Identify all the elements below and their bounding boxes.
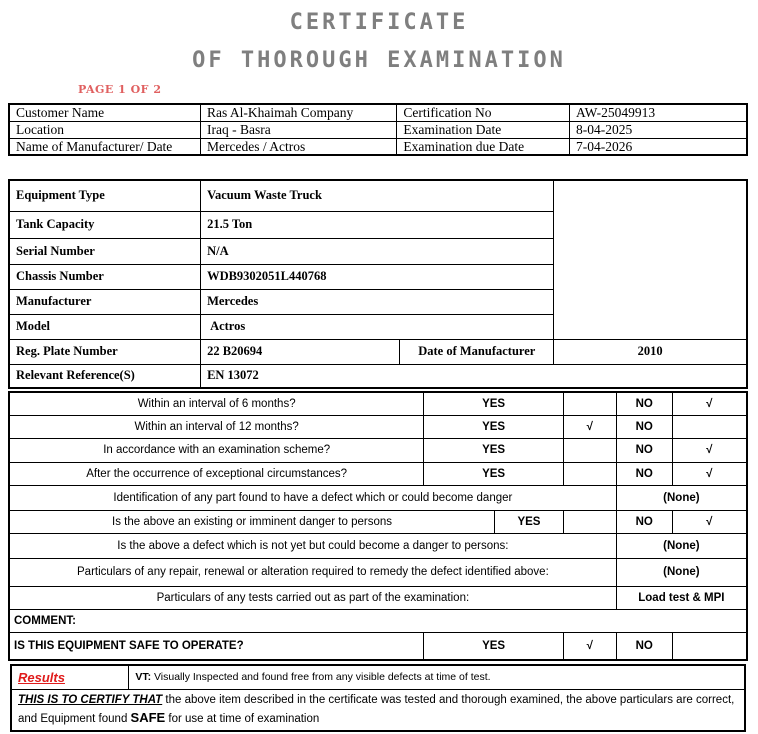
safe-word: SAFE (130, 709, 166, 725)
location-value: Iraq - Basra (201, 121, 397, 138)
q9-label: Particulars of any tests carried out as part of the examination: (9, 586, 616, 609)
equipment-manufacturer-label: Manufacturer (9, 289, 201, 314)
q4-no: NO (616, 462, 672, 485)
q4-yes: YES (424, 462, 564, 485)
serial-number-value: N/A (201, 238, 554, 264)
tank-capacity-label: Tank Capacity (9, 211, 201, 238)
equipment-manufacturer-value: Mercedes (201, 289, 554, 314)
q7-value: (None) (616, 533, 747, 558)
manufacturer-label: Name of Manufacturer/ Date (9, 138, 201, 155)
tank-capacity-value: 21.5 Ton (201, 211, 554, 238)
plate-label: Reg. Plate Number (9, 339, 201, 364)
certify-text2: for use at time of examination (168, 712, 320, 725)
results-table (10, 664, 746, 732)
q1-no-tick[interactable]: √ (672, 392, 747, 415)
safe-yes-tick[interactable]: √ (563, 632, 616, 660)
certify-statement (11, 689, 745, 731)
vt-cell (129, 665, 745, 689)
manufacturer-value: Mercedes / Actros (201, 138, 397, 155)
q4-no-tick[interactable]: √ (672, 462, 747, 485)
dom-value: 2010 (554, 339, 747, 364)
photo-area (554, 180, 747, 339)
certify-text1: the above item described in the certificate was tested and thorough examined, the above particulars are correct, and Equipment found (18, 693, 735, 725)
model-label: Model (9, 314, 201, 339)
q3-no: NO (616, 438, 672, 462)
q2-yes: YES (424, 415, 564, 438)
certificate-subtitle: OF THOROUGH EXAMINATION (192, 48, 566, 73)
customer-value: Ras Al-Khaimah Company (201, 104, 397, 121)
q8-label: Particulars of any repair, renewal or alteration required to remedy the defect identified above: (9, 558, 616, 586)
cert-label: Certification No (397, 104, 570, 121)
serial-number-label: Serial Number (9, 238, 201, 264)
safe-no-box[interactable] (672, 632, 747, 660)
results-label: Results (18, 669, 65, 685)
location-label: Location (9, 121, 201, 138)
q3-no-tick[interactable]: √ (672, 438, 747, 462)
q2-label: Within an interval of 12 months? (9, 415, 424, 438)
q5-label: Identification of any part found to have a defect which or could become danger (9, 485, 616, 510)
q3-label: In accordance with an examination scheme? (9, 438, 424, 462)
reference-label: Relevant Reference(S) (9, 364, 201, 388)
checks-table (8, 391, 748, 661)
equipment-table (8, 179, 748, 389)
vt-text: Visually Inspected and found free from any visible defects at time of test. (153, 671, 491, 684)
comment-label: COMMENT: (9, 609, 747, 632)
plate-value: 22 B20694 (201, 339, 400, 364)
exam-date-value: 8-04-2025 (570, 121, 748, 138)
safe-yes: YES (424, 632, 564, 660)
q3-yes-box[interactable] (563, 438, 616, 462)
q6-yes: YES (495, 510, 564, 533)
q6-yes-box[interactable] (563, 510, 616, 533)
reference-value: EN 13072 (201, 364, 747, 388)
header-table (8, 103, 748, 156)
chassis-number-value: WDB9302051L440768 (201, 264, 554, 289)
cert-value: AW-25049913 (570, 104, 748, 121)
certificate-title: CERTIFICATE (289, 10, 469, 35)
q7-label: Is the above a defect which is not yet but could become a danger to persons: (9, 533, 616, 558)
q1-yes: YES (424, 392, 564, 415)
customer-label: Customer Name (9, 104, 201, 121)
chassis-number-label: Chassis Number (9, 264, 201, 289)
due-date-label: Examination due Date (397, 138, 570, 155)
q5-value: (None) (616, 485, 747, 510)
q4-yes-box[interactable] (563, 462, 616, 485)
q6-label: Is the above an existing or imminent danger to persons (9, 510, 495, 533)
q4-label: After the occurrence of exceptional circumstances? (9, 462, 424, 485)
exam-date-label: Examination Date (397, 121, 570, 138)
certify-bold: THIS IS TO CERTIFY THAT (18, 693, 163, 706)
model-value: Actros (201, 314, 554, 339)
q1-yes-box[interactable] (563, 392, 616, 415)
q9-value: Load test & MPI (616, 586, 747, 609)
due-date-value: 7-04-2026 (570, 138, 748, 155)
dom-label: Date of Manufacturer (400, 339, 554, 364)
equipment-type-value: Vacuum Waste Truck (201, 180, 554, 211)
q2-no: NO (616, 415, 672, 438)
results-label-cell (11, 665, 129, 689)
safe-no: NO (616, 632, 672, 660)
q8-value: (None) (616, 558, 747, 586)
vt-label: VT: (135, 671, 152, 684)
q1-no: NO (616, 392, 672, 415)
q2-yes-tick[interactable]: √ (563, 415, 616, 438)
q6-no-tick[interactable]: √ (672, 510, 747, 533)
page-label: PAGE 1 OF 2 (78, 83, 162, 96)
q2-no-box[interactable] (672, 415, 747, 438)
q6-no: NO (616, 510, 672, 533)
q3-yes: YES (424, 438, 564, 462)
safe-question: IS THIS EQUIPMENT SAFE TO OPERATE? (9, 632, 424, 660)
equipment-type-label: Equipment Type (9, 180, 201, 211)
q1-label: Within an interval of 6 months? (9, 392, 424, 415)
